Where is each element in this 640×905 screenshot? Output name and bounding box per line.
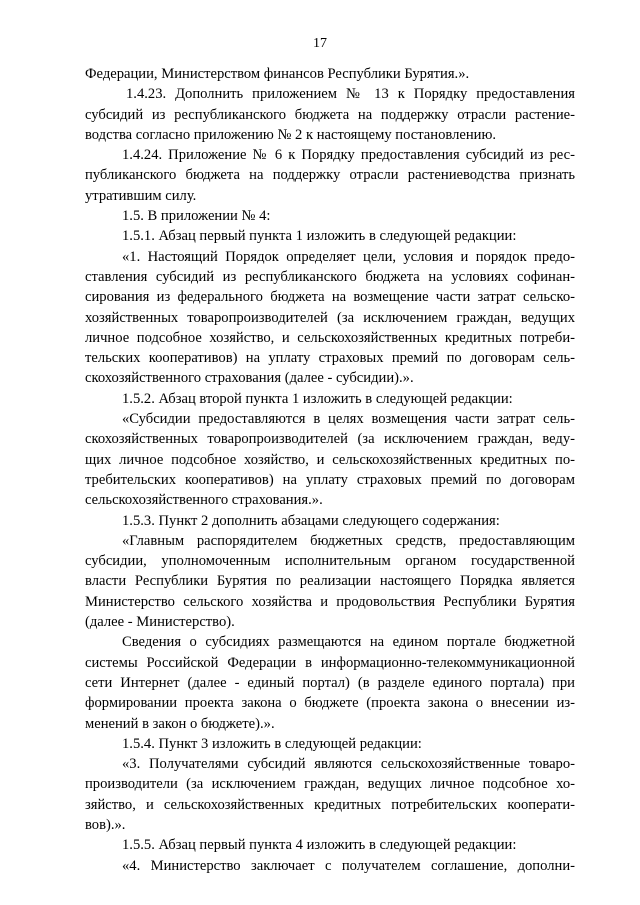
text-line: скохозяйственных товаропроизводителей (за исключением граждан, веду- (85, 431, 575, 448)
text-line: скохозяйственного страхования (далее - субсидии).». (85, 370, 414, 387)
text-line: 1.5.4. Пункт 3 изложить в следующей редакции: (122, 735, 422, 752)
text-line: «Субсидии предоставляются в целях возмещения части затрат сель- (122, 411, 575, 428)
text-line: «3. Получателями субсидий являются сельскохозяйственные товаро- (122, 756, 575, 773)
text-line: сельскохозяйственного страхования.». (85, 492, 323, 509)
text-line: сети Интернет (далее - единый портал) (в разделе единого портала) при (85, 674, 575, 691)
text-line: зяйство, и сельскохозяйственных кредитных потребительских кооперати- (85, 796, 575, 813)
text-line: вов).». (85, 816, 126, 833)
text-line: производители (за исключением граждан, ведущих личное подсобное хо- (85, 776, 575, 793)
text-line: личное подсобное хозяйство, и сельскохозяйственных кредитных потреби- (85, 329, 575, 346)
text-line: Министерство сельского хозяйства и продовольствия Республики Бурятия (85, 593, 575, 610)
text-line: сирования из федерального бюджета на возмещение части затрат сельско- (85, 289, 575, 306)
text-line: субсидии, уполномоченным исполнительным органом государственной (85, 553, 575, 570)
text-line: менений в закон о бюджете).». (85, 715, 275, 732)
text-line: 1.4.24. Приложение № 6 к Порядку предоставления субсидий из рес- (122, 147, 575, 164)
text-line: «Главным распорядителем бюджетных средств, предоставляющим (122, 532, 575, 549)
text-line: щих личное подсобное хозяйство, и сельскохозяйственных кредитных по- (85, 451, 575, 468)
text-line: Сведения о субсидиях размещаются на едином портале бюджетной (122, 634, 575, 651)
text-line: 1.5.5. Абзац первый пункта 4 изложить в следующей редакции: (122, 837, 517, 854)
text-line: власти Республики Бурятия по реализации настоящего Порядка является (85, 573, 575, 590)
text-line: Федерации, Министерством финансов Республики Бурятия.». (85, 66, 470, 82)
text-line: требительских кооперативов) на уплату страховых премий по договорам (85, 471, 575, 488)
text-line: системы Российской Федерации в информационно-телекоммуникационной (85, 654, 575, 671)
text-line: хозяйственных товаропроизводителей (за исключением граждан, ведущих (85, 309, 575, 326)
text-line: 1.5.2. Абзац второй пункта 1 изложить в следующей редакции: (122, 390, 513, 407)
text-line: формировании проекта закона о бюджете (проекта закона о внесении из- (85, 695, 575, 712)
text-line: ставления субсидий из республиканского бюджета на условиях софинан- (85, 268, 575, 285)
text-line: 1.5.1. Абзац первый пункта 1 изложить в следующей редакции: (122, 228, 517, 245)
text-line: «4. Министерство заключает с получателем соглашение, дополни- (122, 857, 575, 874)
text-line: публиканского бюджета на поддержку отрасли растениеводства признать (85, 167, 575, 184)
text-line: водства согласно приложению № 2 к настоящему постановлению. (85, 126, 497, 143)
text-line: 1.5.3. Пункт 2 дополнить абзацами следующего содержания: (122, 512, 500, 529)
text-line: утратившим силу. (85, 187, 197, 204)
text-line: тельских кооперативов) на уплату страховых премий по договорам сель- (85, 350, 575, 367)
body-text (85, 64, 575, 876)
text-line: 1.4.23. Дополнить приложением № 13 к Порядку предоставления (126, 86, 575, 103)
text-line: субсидий из республиканского бюджета на поддержку отрасли растение- (85, 106, 575, 123)
text-line: 1.5. В приложении № 4: (122, 208, 271, 225)
text-line: «1. Настоящий Порядок определяет цели, условия и порядок предо- (122, 248, 575, 265)
text-line: (далее - Министерство). (85, 614, 235, 631)
page-number: 17 (313, 36, 327, 51)
